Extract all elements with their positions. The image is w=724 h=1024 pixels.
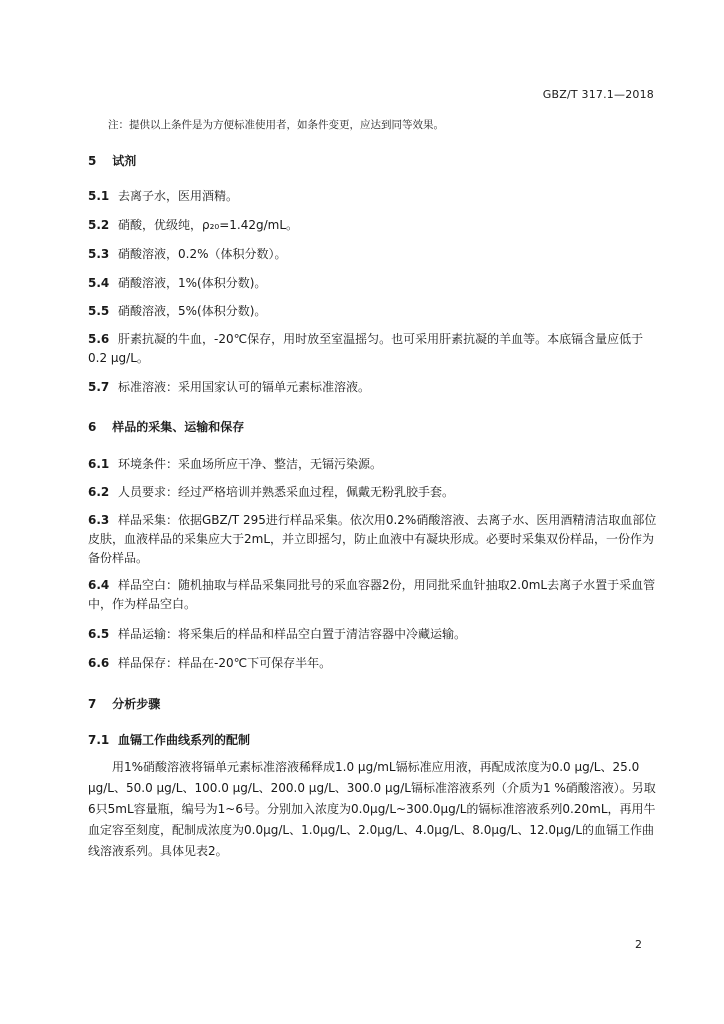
clause-7-1-paragraph: 用1%硝酸溶液将镉单元素标准溶液稀释成1.0 μg/mL镉标准应用液，再配成浓度为0.0 μg/L、25.0 μg/L、50.0 μg/L、100.0 μg/L、200.0 μg/L、300.0 μg/L镉标准溶液系列（介质为1 %硝酸溶液）。另取6只5mL容量瓶，编号为1~6号。分别加入浓度为0.0μg/L~300.0μg/L的镉标准溶液系列0.20mL，再用牛血定容至刻度，配制成浓度为0.0μg/L、1.0μg/L、2.0μg/L、4.0μg/L、8.0μg/L、12.0μg/L的血镉工作曲线溶液系列。具体见表2。 <box>88 760 656 858</box>
clause-5-3 <box>88 245 658 264</box>
clause-number: 6.2 <box>88 485 110 499</box>
section-7-title: 分析步骤 <box>112 697 161 711</box>
clause-text: 环境条件：采血场所应干净、整洁，无镉污染源。 <box>118 457 383 471</box>
clause-6-1 <box>88 455 658 474</box>
clause-text: 样品运输：将采集后的样品和样品空白置于清洁容器中冷藏运输。 <box>118 627 467 641</box>
clause-5-5 <box>88 302 658 321</box>
section-5-heading <box>88 152 136 169</box>
clause-text: 硝酸溶液，1%(体积分数)。 <box>118 276 267 290</box>
note: 注：提供以上条件是为方便标准使用者，如条件变更，应达到同等效果。 <box>108 119 444 131</box>
clause-number: 6.3 <box>88 513 110 527</box>
clause-text: 人员要求：经过严格培训并熟悉采血过程，佩戴无粉乳胶手套。 <box>118 485 455 499</box>
clause-number: 6.6 <box>88 656 110 670</box>
clause-6-6 <box>88 654 658 673</box>
clause-number: 6.1 <box>88 457 110 471</box>
section-7-number: 7 <box>88 697 97 711</box>
clause-text: 硝酸溶液，5%(体积分数)。 <box>118 304 267 318</box>
clause-text: 样品采集：依据GBZ/T 295进行样品采集。依次用0.2%硝酸溶液、去离子水、医用酒精清洁取血部位皮肤，血液样品的采集应大于2mL，并立即摇匀，防止血液中有凝块形成。必要时采集双份样品，一份作为备份样品。 <box>88 513 657 565</box>
section-5-title: 试剂 <box>112 154 137 168</box>
clause-text: 肝素抗凝的牛血，-20℃保存，用时放至室温摇匀。也可采用肝素抗凝的羊血等。本底镉含量应低于0.2 μg/L。 <box>88 332 644 365</box>
clause-title: 血镉工作曲线系列的配制 <box>118 733 251 747</box>
section-6-heading <box>88 418 244 435</box>
clause-number: 5.1 <box>88 189 110 203</box>
clause-number: 5.4 <box>88 276 110 290</box>
clause-number: 6.4 <box>88 578 110 592</box>
clause-number: 5.5 <box>88 304 110 318</box>
clause-5-1 <box>88 187 658 206</box>
clause-text: 硝酸，优级纯，ρ₂₀=1.42g/mL。 <box>118 218 299 232</box>
clause-5-4 <box>88 274 658 293</box>
clause-number: 7.1 <box>88 733 110 747</box>
clause-5-6 <box>88 330 658 368</box>
clause-number: 5.6 <box>88 332 110 346</box>
clause-number: 5.2 <box>88 218 110 232</box>
clause-6-2 <box>88 483 658 502</box>
clause-6-4 <box>88 576 658 614</box>
clause-text: 样品保存：样品在-20℃下可保存半年。 <box>118 656 332 670</box>
clause-text: 硝酸溶液，0.2%（体积分数）。 <box>118 247 287 261</box>
clause-number: 5.7 <box>88 380 110 394</box>
standard-code: GBZ/T 317.1—2018 <box>542 88 654 101</box>
section-7-heading <box>88 695 160 712</box>
section-6-title: 样品的采集、运输和保存 <box>112 420 245 434</box>
clause-number: 6.5 <box>88 627 110 641</box>
section-5-number: 5 <box>88 154 97 168</box>
clause-text: 去离子水，医用酒精。 <box>118 189 239 203</box>
clause-text: 样品空白：随机抽取与样品采集同批号的采血容器2份，用同批采血针抽取2.0mL去离子水置于采血管中，作为样品空白。 <box>88 578 656 611</box>
clause-5-2 <box>88 216 658 235</box>
clause-6-5 <box>88 625 658 644</box>
page-number: 2 <box>635 938 642 951</box>
clause-5-7 <box>88 378 658 397</box>
clause-text: 标准溶液：采用国家认可的镉单元素标准溶液。 <box>118 380 371 394</box>
clause-number: 5.3 <box>88 247 110 261</box>
clause-7-1-heading <box>88 731 250 748</box>
section-6-number: 6 <box>88 420 97 434</box>
clause-6-3 <box>88 511 658 568</box>
